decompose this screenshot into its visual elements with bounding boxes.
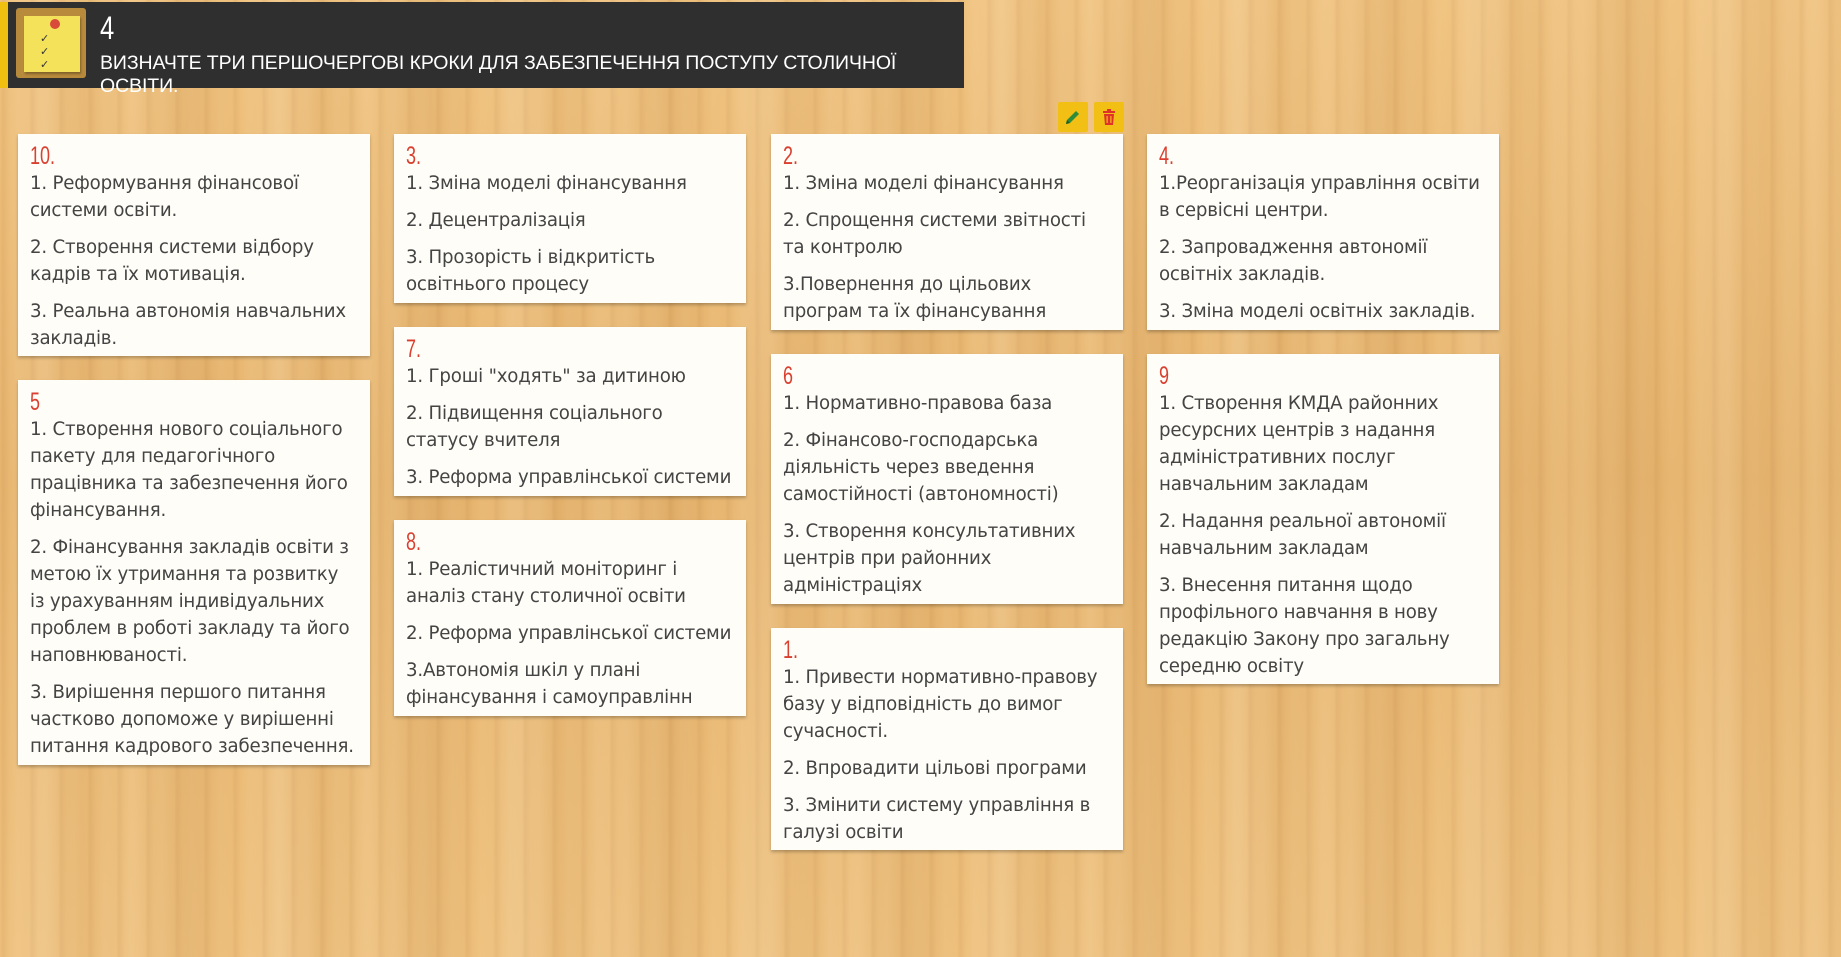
card-item: 3.Повернення до цільових програм та їх фінансування (783, 274, 1047, 322)
idea-card[interactable] (394, 134, 746, 303)
sticky-note-checklist-icon: ✓ ✓ ✓ (16, 8, 86, 78)
question-number: 4 (100, 10, 115, 46)
card-item: 1. Реалістичний моніторинг і аналіз стану столичної освіти (406, 559, 686, 607)
card-number: 7. (406, 335, 422, 363)
card-item: 1. Зміна моделі фінансування (783, 173, 1064, 194)
card-item: 2. Децентралізація (406, 210, 586, 231)
card-item: 2. Впровадити цільові програми (783, 758, 1087, 779)
card-item: 1. Реформування фінансової системи освіти. (30, 173, 299, 221)
card-item: 3. Прозорість і відкритість освітнього процесу (406, 247, 656, 295)
card-item: 3. Вирішення першого питання частково допоможе у вирішенні питання кадрового забезпечення. (30, 682, 354, 757)
card-item: 1. Гроші "ходять" за дитиною (406, 366, 686, 387)
card-item: 2. Надання реальної автономії навчальним закладам (1159, 511, 1446, 559)
card-item: 1.Реорганізація управління освіти в сервісні центри. (1159, 173, 1480, 221)
card-number: 3. (406, 142, 422, 170)
card-item: 3. Змінити систему управління в галузі освіти (783, 795, 1091, 843)
card-number: 8. (406, 528, 422, 556)
card-item: 1. Привести нормативно-правову базу у відповідність до вимог сучасності. (783, 667, 1098, 742)
card-item: 3.Автономія шкіл у плані фінансування і самоуправлінн (406, 660, 693, 708)
card-number: 9 (1159, 362, 1170, 390)
card-number: 4. (1159, 142, 1175, 170)
card-item: 1. Зміна моделі фінансування (406, 173, 687, 194)
card-number: 5 (30, 388, 41, 416)
card-item: 2. Реформа управлінської системи (406, 623, 732, 644)
idea-card[interactable] (394, 520, 746, 716)
idea-card[interactable] (394, 327, 746, 496)
idea-card[interactable] (771, 354, 1123, 604)
card-item: 1. Нормативно-правова база (783, 393, 1053, 414)
card-number: 1. (783, 636, 799, 664)
card-number: 2. (783, 142, 799, 170)
card-number: 6 (783, 362, 794, 390)
card-item: 1. Створення нового соціального пакету для педагогічного працівника та забезпечення його фінансування. (30, 419, 348, 521)
card-item: 3. Реформа управлінської системи (406, 467, 732, 488)
idea-card[interactable] (1147, 354, 1499, 684)
edit-button[interactable] (1058, 102, 1088, 132)
card-item: 2. Спрощення системи звітності та контролю (783, 210, 1086, 258)
question-title: ВИЗНАЧТЕ ТРИ ПЕРШОЧЕРГОВІ КРОКИ ДЛЯ ЗАБЕЗПЕЧЕННЯ ПОСТУПУ СТОЛИЧНОЇ ОСВІТИ. (100, 52, 897, 97)
trash-icon (1100, 108, 1118, 126)
idea-card[interactable] (771, 134, 1123, 330)
question-header (0, 2, 964, 97)
card-item: 3. Внесення питання щодо профільного навчання в нову редакцію Закону про загальну середню освіту (1159, 575, 1450, 677)
idea-card[interactable] (18, 134, 370, 356)
card-item: 3. Створення консультативних центрів при районних адміністраціях (783, 521, 1076, 596)
card-item: 2. Створення системи відбору кадрів та їх мотивація. (30, 237, 314, 285)
card-item: 2. Підвищення соціального статусу вчителя (406, 403, 663, 451)
idea-card[interactable] (18, 380, 370, 765)
card-item: 1. Створення КМДА районних ресурсних центрів з надання адміністративних послуг навчальним закладам (1159, 393, 1439, 495)
card-item: 2. Фінансування закладів освіти з метою їх утримання та розвитку із урахуванням індивідуальних проблем в роботі закладу та його наповнюваності. (30, 537, 350, 666)
card-item: 2. Запровадження автономії освітніх закладів. (1159, 237, 1428, 285)
card-number: 10. (30, 142, 56, 170)
card-item: 3. Реальна автономія навчальних закладів. (30, 301, 346, 349)
delete-button[interactable] (1094, 102, 1124, 132)
idea-card[interactable] (771, 628, 1123, 850)
card-item: 2. Фінансово-господарська діяльність через введення самостійності (автономності) (783, 430, 1059, 505)
card-item: 3. Зміна моделі освітніх закладів. (1159, 301, 1476, 322)
idea-card[interactable] (1147, 134, 1499, 330)
pencil-icon (1064, 108, 1082, 126)
